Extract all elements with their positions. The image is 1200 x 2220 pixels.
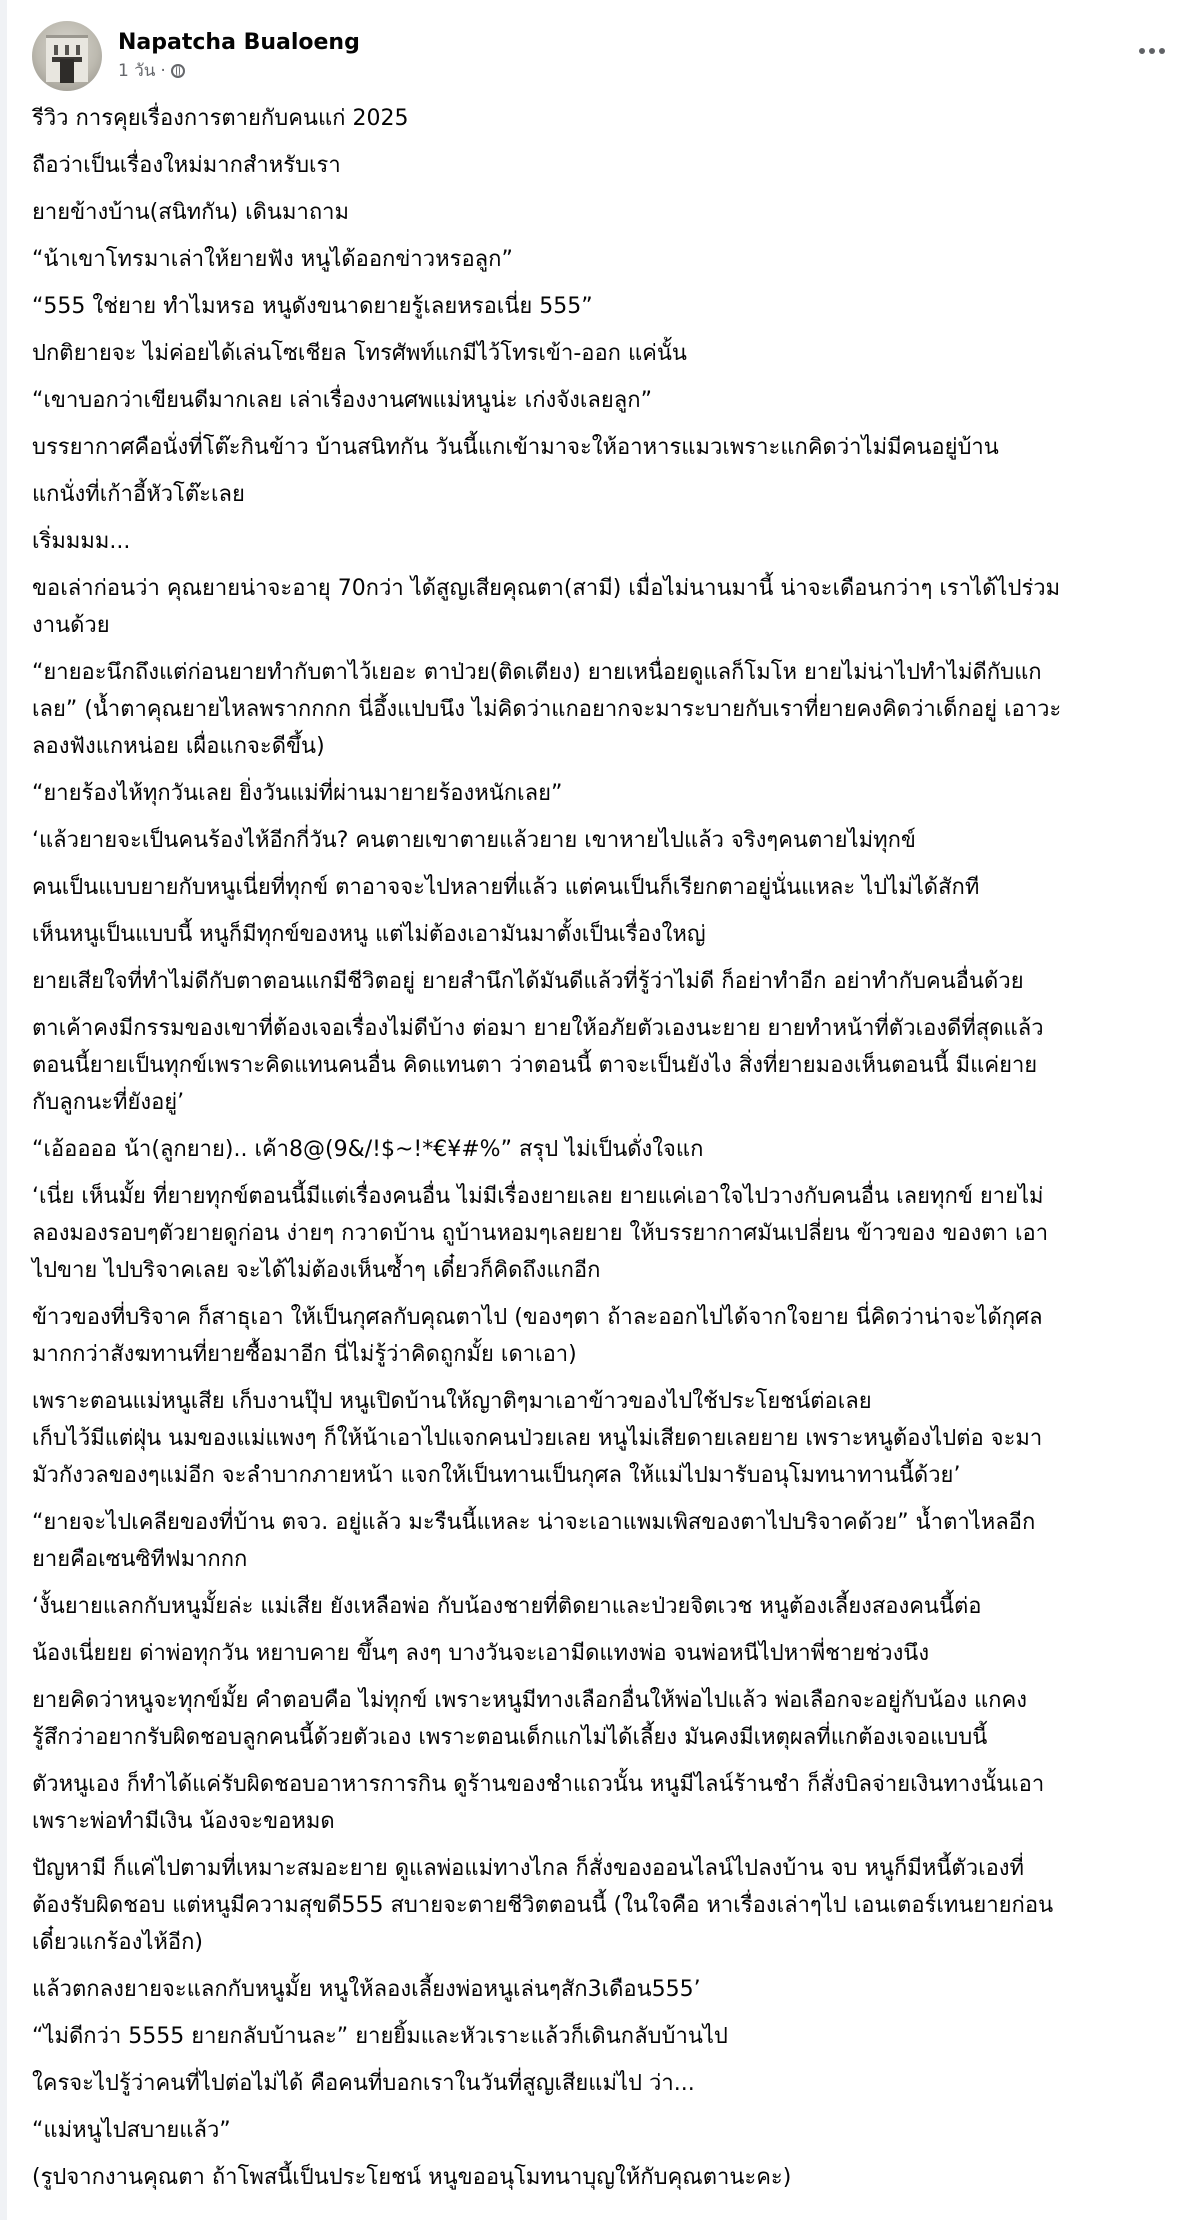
post-text-line: มัวกังวลของๆแม่อีก จะลำบากภายหน้า แจกให้เป็นทานเป็นกุศล ให้แม่ไปมารับอนุโมทนาทานนี้ด้วย’: [32, 1463, 961, 1488]
post-text-line: แล้วตกลงยายจะแลกกับหนูมั้ย หนูให้ลองเลี้ยงพ่อหนูเล่นๆสัก3เดือน555’: [32, 1977, 701, 2002]
post-meta: [118, 59, 360, 83]
post-paragraph: [32, 288, 1182, 325]
post-paragraph: [32, 775, 1182, 812]
post-paragraph: [32, 2018, 1182, 2055]
post-text-line: “น้าเขาโทรมาเล่าให้ยายฟัง หนูได้ออกข่าวหรอลูก”: [32, 247, 513, 272]
globe-icon[interactable]: [171, 64, 185, 78]
post-text-line: กับลูกนะที่ยังอยู่’: [32, 1090, 185, 1115]
post-paragraph: [32, 1131, 1182, 1168]
post-text-body: [32, 100, 1182, 2206]
post-paragraph: [32, 654, 1182, 765]
post-text-line: คนเป็นแบบยายกับหนูเนี่ยที่ทุกข์ ตาอาจจะไปหลายที่แล้ว แต่คนเป็นก็เรียกตาอยู่นั่นแหละ ไปไม่ได้สักที: [32, 875, 980, 900]
post-text-line: รีวิว การคุยเรื่องการตายกับคนแก่ 2025: [32, 106, 409, 131]
post-text-line: ตอนนี้ยายเป็นทุกข์เพราะคิดแทนคนอื่น คิดแทนตา ว่าตอนนี้ ตาจะเป็นยังไง สิ่งที่ยายมองเห็นตอนนี้ มีแค่ยาย: [32, 1053, 1038, 1078]
post-paragraph: [32, 2112, 1182, 2149]
author-avatar[interactable]: [32, 21, 102, 91]
post-text-line: งานด้วย: [32, 613, 110, 638]
more-options-button[interactable]: [1132, 36, 1172, 66]
post-paragraph: [32, 429, 1182, 466]
post-paragraph: [32, 335, 1182, 372]
post-text-line: ข้าวของที่บริจาค ก็สาธุเอา ให้เป็นกุศลกับคุณตาไป (ของๆตา ถ้าละออกไปได้จากใจยาย นี่คิดว่าน่าจะได้กุศล: [32, 1305, 1043, 1330]
avatar-window: [54, 45, 58, 55]
post-paragraph: [32, 147, 1182, 184]
post-text-line: ลองฟังแกหน่อย เผื่อแกจะดีขึ้น): [32, 734, 325, 759]
post-text-line: ‘งั้นยายแลกกับหนูมั้ยล่ะ แม่เสีย ยังเหลือพ่อ กับน้องชายที่ติดยาและป่วยจิตเวช หนูต้องเลี้ยงสองคนนี้ต่อ: [32, 1594, 982, 1619]
avatar-window: [65, 45, 69, 55]
more-horizontal-icon: [1149, 48, 1155, 54]
post-text-line: (รูปจากงานคุณตา ถ้าโพสนี้เป็นประโยชน์ หนูขออนุโมทนาบุญให้กับคุณตานะคะ): [32, 2165, 792, 2190]
post-paragraph: [32, 1010, 1182, 1121]
post-text-line: ยายคิดว่าหนูจะทุกข์มั้ย คำตอบคือ ไม่ทุกข์ เพราะหนูมีทางเลือกอื่นให้พ่อไปแล้ว พ่อเลือกจะอยู่กับน้อง แกคง: [32, 1688, 1027, 1713]
post-paragraph: [32, 1504, 1182, 1578]
post-text-line: ยายคือเซนซิทีฟมากกก: [32, 1547, 248, 1572]
post-paragraph: [32, 2065, 1182, 2102]
post-text-line: ปัญหามี ก็แค่ไปตามที่เหมาะสมอะยาย ดูแลพ่อแม่ทางไกล ก็สั่งของออนไลน์ไปลงบ้าน จบ หนูก็มีหนี้ตัวเองที่: [32, 1856, 1025, 1881]
post-paragraph: [32, 1178, 1182, 1289]
more-horizontal-icon: [1139, 48, 1145, 54]
post-paragraph: [32, 916, 1182, 953]
avatar-window: [76, 45, 80, 55]
post-paragraph: [32, 1383, 1182, 1494]
post-text-line: “ยายจะไปเคลียของที่บ้าน ตจว. อยู่แล้ว มะรืนนี้แหละ น่าจะเอาแพมเพิสของตาไปบริจาคด้วย” น้ำตาไหลอีก: [32, 1510, 1036, 1535]
post-text-line: “ยายอะนึกถึงแต่ก่อนยายทำกับตาไว้เยอะ ตาป่วย(ติดเตียง) ยายเหนื่อยดูแลก็โมโห ยายไม่น่าไปทำไม่ดีกับแก: [32, 660, 1042, 685]
post-text-line: ยายเสียใจที่ทำไม่ดีกับตาตอนแกมีชีวิตอยู่ ยายสำนึกได้มันดีแล้วที่รู้ว่าไม่ดี ก็อย่าทำอีก อย่าทำกับคนอื่นด้วย: [32, 969, 1024, 994]
post-timestamp-link[interactable]: 1 วัน: [118, 61, 156, 81]
post-text-line: ‘เนี่ย เห็นมั้ย ที่ยายทุกข์ตอนนี้มีแต่เรื่องคนอื่น ไม่มีเรื่องยายเลย ยายแค่เอาใจไปวางกับคนอื่น เลยทุกข์ ยายไม่: [32, 1184, 1044, 1209]
post-text-line: “ยายร้องไห้ทุกวันเลย ยิ่งวันแม่ที่ผ่านมายายร้องหนักเลย”: [32, 781, 563, 806]
post-paragraph: [32, 1971, 1182, 2008]
post-paragraph: [32, 1588, 1182, 1625]
post-paragraph: [32, 382, 1182, 419]
post-paragraph: [32, 2159, 1182, 2196]
post-paragraph: [32, 100, 1182, 137]
post-paragraph: [32, 1766, 1182, 1840]
post-paragraph: [32, 963, 1182, 1000]
post-text-line: ขอเล่าก่อนว่า คุณยายน่าจะอายุ 70กว่า ได้สูญเสียคุณตา(สามี) เมื่อไม่นานมานี้ น่าจะเดือนกว่าๆ เราได้ไปร่วม: [32, 576, 1061, 601]
post-paragraph: [32, 1682, 1182, 1756]
post-text-line: ตัวหนูเอง ก็ทำได้แค่รับผิดชอบอาหารการกิน ดูร้านของชำแถวนั้น หนูมีไลน์ร้านชำ ก็สั่งบิลจ่ายเงินทางนั้นเอา: [32, 1772, 1045, 1797]
author-name-link[interactable]: Napatcha Bualoeng: [118, 30, 360, 55]
post-paragraph: [32, 241, 1182, 278]
post-text-line: เพราะพ่อทำมีเงิน น้องจะขอหมด: [32, 1809, 335, 1834]
post-text-line: ‘แล้วยายจะเป็นคนร้องไห้อีกกี่วัน? คนตายเขาตายแล้วยาย เขาหายไปแล้ว จริงๆคนตายไม่ทุกข์: [32, 828, 916, 853]
post-text-line: เริ่มมมม...: [32, 529, 131, 554]
post-header: [32, 20, 360, 92]
post-text-line: “แม่หนูไปสบายแล้ว”: [32, 2118, 231, 2143]
avatar-door: [60, 59, 74, 83]
post-text-line: รู้สึกว่าอยากรับผิดชอบลูกคนนี้ด้วยตัวเอง เพราะตอนเด็กแกไม่ได้เลี้ยง มันคงมีเหตุผลที่แกต้องเจอแบบนี้: [32, 1725, 988, 1750]
post-paragraph: [32, 1635, 1182, 1672]
page-background-strip: [0, 0, 7, 2220]
post-text-line: เก็บไว้มีแต่ฝุ่น นมของแม่แพงๆ ก็ให้น้าเอาไปแจกคนป่วยเลย หนูไม่เสียดายเลยยาย เพราะหนูต้องไปต่อ จะมา: [32, 1426, 1043, 1451]
post-paragraph: [32, 523, 1182, 560]
post-text-line: เห็นหนูเป็นแบบนี้ หนูก็มีทุกข์ของหนู แต่ไม่ต้องเอามันมาตั้งเป็นเรื่องใหญ่: [32, 922, 706, 947]
post-text-line: เพราะตอนแม่หนูเสีย เก็บงานปุ๊ป หนูเปิดบ้านให้ญาติๆมาเอาข้าวของไปใช้ประโยชน์ต่อเลย: [32, 1389, 872, 1414]
more-horizontal-icon: [1159, 48, 1165, 54]
post-text-line: ใครจะไปรู้ว่าคนที่ไปต่อไม่ได้ คือคนที่บอกเราในวันที่สูญเสียแม่ไป ว่า...: [32, 2071, 695, 2096]
post-text-line: ตาเค้าคงมีกรรมของเขาที่ต้องเจอเรื่องไม่ดีบ้าง ต่อมา ยายให้อภัยตัวเองนะยาย ยายทำหน้าที่ตัวเองดีที่สุดแล้ว: [32, 1016, 1044, 1041]
post-text-line: “เอ้ออออ น้า(ลูกยาย).. เค้า8@(9&/!$~!*€¥#%” สรุป ไม่เป็นดั่งใจแก: [32, 1137, 704, 1162]
post-text-line: ยายข้างบ้าน(สนิทกัน) เดินมาถาม: [32, 200, 349, 225]
post-paragraph: [32, 476, 1182, 513]
post-text-line: ปกติยายจะ ไม่ค่อยได้เล่นโซเชียล โทรศัพท์แกมีไว้โทรเข้า-ออก แค่นั้น: [32, 341, 687, 366]
post-text-line: ถือว่าเป็นเรื่องใหม่มากสำหรับเรา: [32, 153, 341, 178]
post-text-line: แกนั่งที่เก้าอี้หัวโต๊ะเลย: [32, 482, 245, 507]
post-text-line: “555 ใช่ยาย ทำไมหรอ หนูดังขนาดยายรู้เลยหรอเนี่ย 555”: [32, 294, 593, 319]
meta-separator: ·: [160, 61, 166, 81]
post-text-line: ลองมองรอบๆตัวยายดูก่อน ง่ายๆ กวาดบ้าน ถูบ้านหอมๆเลยยาย ให้บรรยากาศมันเปลี่ยน ข้าวของ ของตา เอา: [32, 1221, 1049, 1246]
post-paragraph: [32, 869, 1182, 906]
post-text-line: ไปขาย ไปบริจาคเลย จะได้ไม่ต้องเห็นซ้ำๆ เดี๋ยวก็คิดถึงแกอีก: [32, 1258, 601, 1283]
post-paragraph: [32, 194, 1182, 231]
post-text-line: “ไม่ดีกว่า 5555 ยายกลับบ้านละ” ยายยิ้มและหัวเราะแล้วก็เดินกลับบ้านไป: [32, 2024, 728, 2049]
post-text-line: น้องเนี่ยยย ด่าพ่อทุกวัน หยาบคาย ขึ้นๆ ลงๆ บางวันจะเอามีดแทงพ่อ จนพ่อหนีไปหาพี่ชายช่วงนึง: [32, 1641, 930, 1666]
post-paragraph: [32, 1850, 1182, 1961]
post-text-line: มากกว่าสังฆทานที่ยายซื้อมาอีก นี่ไม่รู้ว่าคิดถูกมั้ย เดาเอา): [32, 1342, 577, 1367]
post-text-line: “เขาบอกว่าเขียนดีมากเลย เล่าเรื่องงานศพแม่หนูน่ะ เก่งจังเลยลูก”: [32, 388, 652, 413]
post-text-line: ต้องรับผิดชอบ แต่หนูมีความสุขดี555 สบายจะตายชีวิตตอนนี้ (ในใจคือ หาเรื่องเล่าๆไป เอนเตอร์เทนยายก่อน: [32, 1893, 1054, 1918]
post-paragraph: [32, 1299, 1182, 1373]
post-paragraph: [32, 822, 1182, 859]
post-text-line: บรรยากาศคือนั่งที่โต๊ะกินข้าว บ้านสนิทกัน วันนี้แกเข้ามาจะให้อาหารแมวเพราะแกคิดว่าไม่มีคนอยู่บ้าน: [32, 435, 999, 460]
post-paragraph: [32, 570, 1182, 644]
post-text-line: เดี๋ยวแกร้องไห้อีก): [32, 1930, 204, 1955]
post-header-text: [118, 29, 360, 83]
post-text-line: เลย” (น้ำตาคุณยายไหลพรากกกก นี่อึ้งแปบนึง ไม่คิดว่าแกอยากจะมาระบายกับเราที่ยายคงคิดว่าเด็กอยู่ เอาวะ: [32, 697, 1062, 722]
facebook-post-card: [7, 0, 1200, 2220]
